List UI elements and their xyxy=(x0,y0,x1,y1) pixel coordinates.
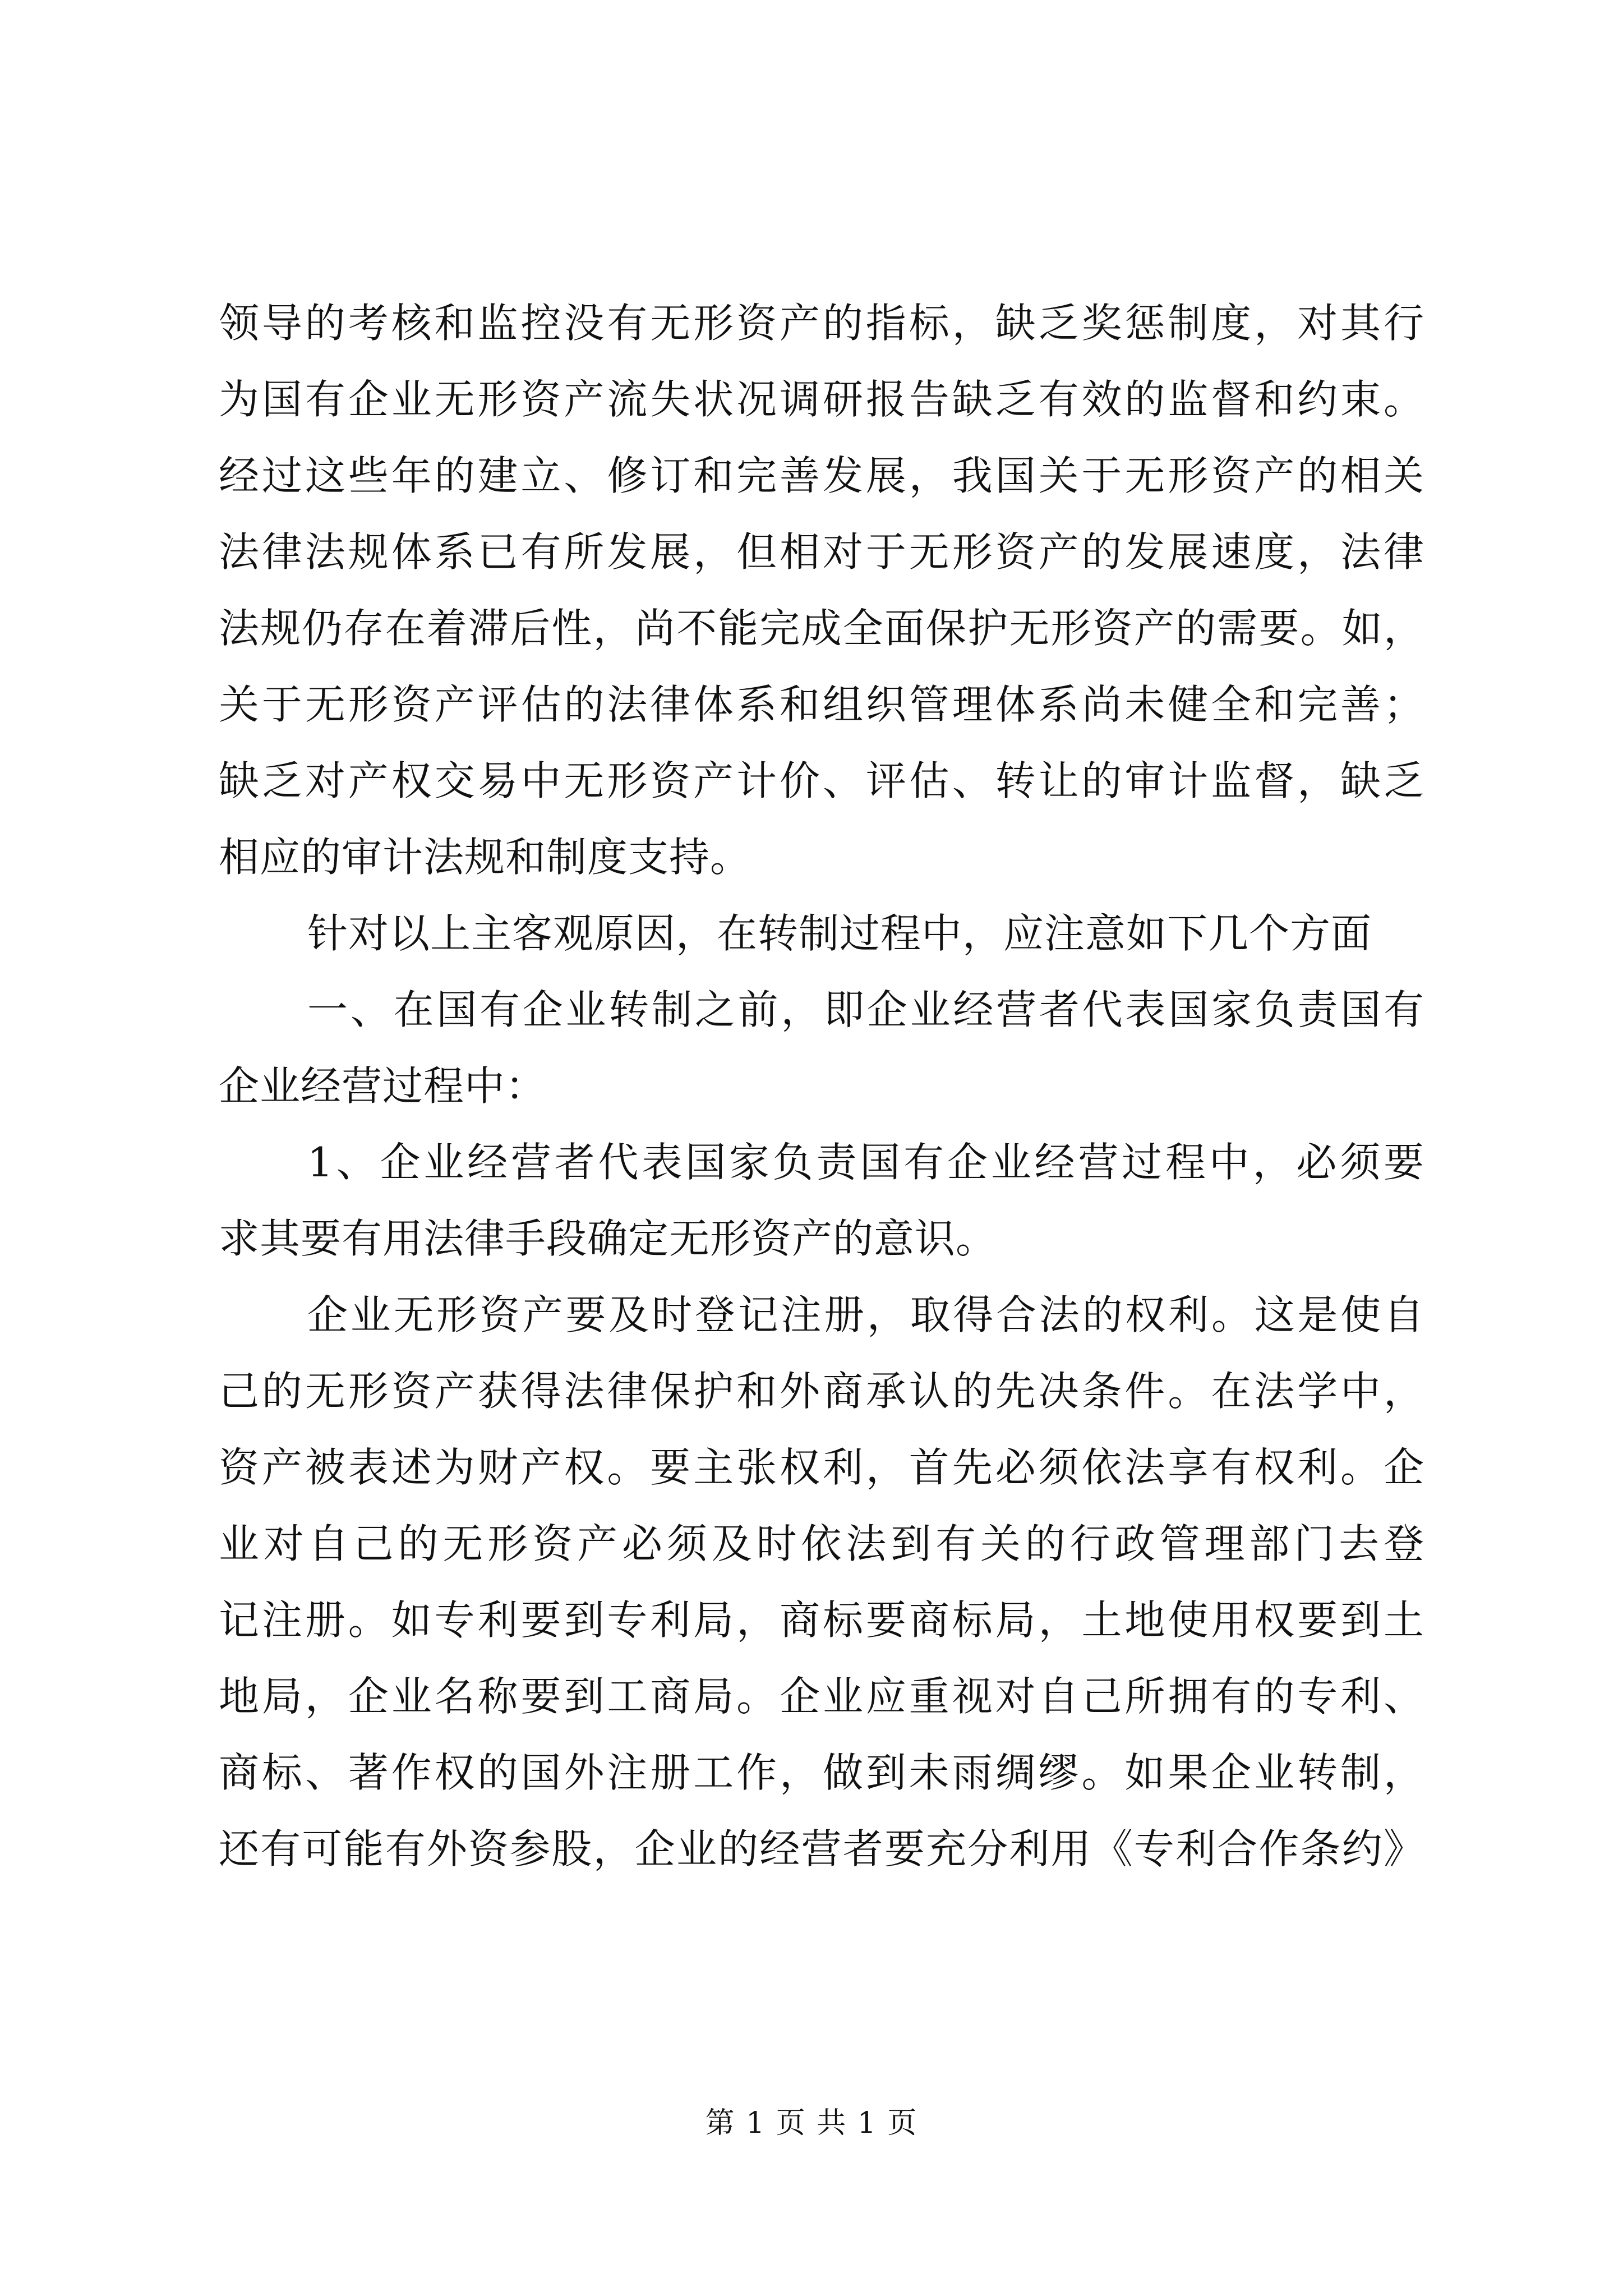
text-line: 缺乏对产权交易中无形资产计价、评估、转让的审计监督，缺乏 xyxy=(219,757,1424,804)
text-line: 资产被表述为财产权。要主张权利，首先必须依法享有权利。企 xyxy=(219,1444,1424,1491)
text-line: 法规仍存在着滞后性，尚不能完成全面保护无形资产的需要。如， xyxy=(219,605,1424,652)
text-line: 还有可能有外资参股，企业的经营者要充分利用《专利合作条约》 xyxy=(219,1825,1424,1872)
text-line: 业对自己的无形资产必须及时依法到有关的行政管理部门去登 xyxy=(219,1520,1424,1567)
text-line: 领导的考核和监控没有无形资产的指标，缺乏奖惩制度，对其行 xyxy=(219,300,1424,347)
text-line: 经过这些年的建立、修订和完善发展，我国关于无形资产的相关 xyxy=(219,452,1424,499)
text-line: 记注册。如专利要到专利局，商标要商标局，土地使用权要到土 xyxy=(219,1596,1424,1644)
paragraph-start-line: 一、在国有企业转制之前，即企业经营者代表国家负责国有 xyxy=(307,986,1424,1033)
text-line: 地局，企业名称要到工商局。企业应重视对自己所拥有的专利、 xyxy=(219,1673,1424,1720)
text-line: 企业经营过程中： xyxy=(219,1062,547,1110)
text-line: 己的无形资产获得法律保护和外商承认的先决条件。在法学中， xyxy=(219,1368,1424,1415)
text-line: 为国有企业无形资产流失状况调研报告缺乏有效的监督和约束。 xyxy=(219,376,1424,423)
document-body xyxy=(219,285,1424,1887)
text-line: 相应的审计法规和制度支持。 xyxy=(219,834,751,881)
text-line: 求其要有用法律手段确定无形资产的意识。 xyxy=(219,1215,997,1262)
paragraph-start-line: 1、企业经营者代表国家负责国有企业经营过程中，必须要 xyxy=(307,1139,1424,1186)
paragraph-start-line: 企业无形资产要及时登记注册，取得合法的权利。这是使自 xyxy=(307,1291,1424,1338)
page-number-footer: 第 1 页 共 1 页 xyxy=(705,2106,918,2140)
text-line: 关于无形资产评估的法律体系和组织管理体系尚未健全和完善； xyxy=(219,681,1424,728)
text-line: 法律法规体系已有所发展，但相对于无形资产的发展速度，法律 xyxy=(219,528,1424,576)
paragraph-start-line: 针对以上主客观原因，在转制过程中，应注意如下几个方面 xyxy=(307,910,1372,957)
text-line: 商标、著作权的国外注册工作，做到未雨绸缪。如果企业转制， xyxy=(219,1749,1424,1796)
